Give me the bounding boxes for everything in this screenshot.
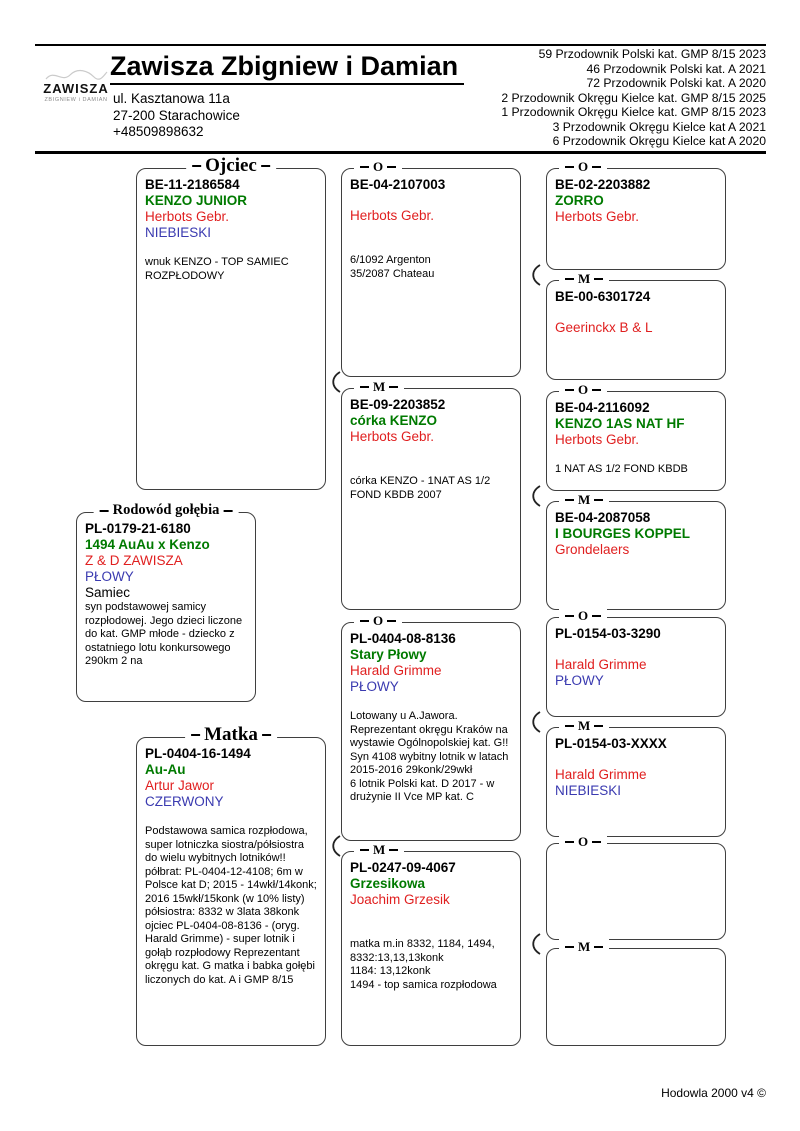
branch-connector-icon xyxy=(329,371,341,393)
branch-connector-icon xyxy=(529,711,541,733)
pedigree-line-gap xyxy=(350,445,512,460)
pedigree-line-gap xyxy=(145,241,317,256)
box-label-dam: M xyxy=(559,492,609,508)
box-label-dam: M xyxy=(354,379,404,395)
pedigree-line-ring: PL-0179-21-6180 xyxy=(85,521,191,536)
pedigree-line-breeder: Harald Grimme xyxy=(350,663,442,678)
pedigree-line-breeder: Harald Grimme xyxy=(555,657,647,672)
pedigree-line-gap xyxy=(555,305,717,320)
box-content xyxy=(555,400,717,477)
pedigree-line-breeder: Herbots Gebr. xyxy=(555,432,640,447)
pedigree-line-color: PŁOWY xyxy=(350,679,399,694)
box-label-father: Ojciec xyxy=(186,155,276,177)
pedigree-line-name: Grzesikowa xyxy=(350,876,426,891)
pedigree-line-desc: 1184: 13,12konk xyxy=(350,965,431,977)
pedigree-line-breeder: Joachim Grzesik xyxy=(350,892,450,907)
branch-connector-icon xyxy=(329,835,341,857)
achievement-line: 1 Przodownik Okręgu Kielce kat. GMP 8/15 2023 xyxy=(501,105,766,119)
pedigree-line-desc: Lotowany u A.Jawora. Reprezentant okręgu Kraków na wystawie Ogólnopolskiej kat. G!! xyxy=(350,710,509,749)
box-label-sire: O xyxy=(354,159,402,175)
branch-connector-icon xyxy=(529,933,541,955)
pedigree-line-name: ZORRO xyxy=(555,193,604,208)
branch-connector-icon xyxy=(529,264,541,286)
pedigree-line-ring: BE-04-2116092 xyxy=(555,400,650,415)
pedigree-box-greatgrandparent-1 xyxy=(546,159,726,270)
pedigree-line-desc: 6 lotnik Polski kat. D 2017 - w drużynie II Vce MP kat. C xyxy=(350,777,495,803)
pedigree-line-breeder: Grondelaers xyxy=(555,542,630,557)
pedigree-line-gap xyxy=(350,193,512,208)
loft-logo xyxy=(36,68,116,103)
address-line: +48509898632 xyxy=(113,124,204,139)
pedigree-line-desc: 1 NAT AS 1/2 FOND KBDB xyxy=(555,463,688,475)
branch-connector-icon xyxy=(529,485,541,507)
pedigree-line-desc: wnuk KENZO - TOP SAMIEC ROZPŁODOWY xyxy=(145,256,289,282)
header-main-rule xyxy=(35,151,766,154)
pedigree-line-breeder: Herbots Gebr. xyxy=(350,429,435,444)
logo-brand: ZAWISZA xyxy=(43,81,109,96)
logo-signature-icon xyxy=(44,68,108,84)
pedigree-line-desc: córka KENZO - 1NAT AS 1/2 FOND KBDB 2007 xyxy=(350,475,491,501)
pedigree-line-color: NIEBIESKI xyxy=(145,225,212,240)
pedigree-line-breeder: Herbots Gebr. xyxy=(350,208,435,223)
achievement-line: 6 Przodownik Okręgu Kielce kat A 2020 xyxy=(552,134,766,148)
box-content xyxy=(555,177,717,225)
pedigree-line-ring: BE-11-2186584 xyxy=(145,177,240,192)
pedigree-line-breeder: Z & D ZAWISZA xyxy=(85,553,183,568)
pedigree-line-ring: PL-0154-03-3290 xyxy=(555,626,661,641)
box-content-subject xyxy=(85,521,247,669)
box-content-mother xyxy=(145,746,317,987)
pedigree-line-color: PŁOWY xyxy=(85,569,134,584)
box-label-dam: M xyxy=(559,718,609,734)
pedigree-line-desc: 35/2087 Chateau xyxy=(350,267,435,280)
pedigree-box-greatgrandparent-3 xyxy=(546,382,726,491)
pedigree-box-greatgrandparent-8-empty xyxy=(546,939,726,1046)
pedigree-line-gap xyxy=(350,695,512,710)
pedigree-line-color: PŁOWY xyxy=(555,673,604,688)
box-content xyxy=(555,510,717,558)
pedigree-line-desc: 1494 - top samica rozpłodowa xyxy=(350,978,497,991)
page-title: Zawisza Zbigniew i Damian xyxy=(110,51,464,85)
pedigree-box-greatgrandparent-7-empty xyxy=(546,834,726,940)
pedigree-box-grandfather-maternal xyxy=(341,613,521,841)
pedigree-line-ring: PL-0154-03-XXXX xyxy=(555,736,667,751)
pedigree-line-name: Stary Płowy xyxy=(350,647,427,662)
box-content xyxy=(350,177,512,281)
pedigree-box-father xyxy=(136,155,326,490)
box-label-sire: O xyxy=(559,608,607,624)
achievement-line: 2 Przodownik Okręgu Kielce kat. GMP 8/15 2025 xyxy=(501,90,766,105)
pedigree-line-breeder: Herbots Gebr. xyxy=(555,209,640,224)
pedigree-box-greatgrandparent-5 xyxy=(546,608,726,717)
box-content xyxy=(350,397,512,502)
box-label-sire: O xyxy=(559,159,607,175)
box-content xyxy=(350,860,512,992)
pedigree-line-ring: PL-0247-09-4067 xyxy=(350,860,456,875)
pedigree-box-greatgrandparent-4 xyxy=(546,492,726,610)
box-label-dam: M xyxy=(559,271,609,287)
box-content xyxy=(555,736,717,799)
address-line: ul. Kasztanowa 11a xyxy=(113,91,230,106)
pedigree-line-breeder: Harald Grimme xyxy=(555,767,647,782)
pedigree-line-ring: PL-0404-16-1494 xyxy=(145,746,251,761)
pedigree-line-desc: Podstawowa samica rozpłodowa, super lotniczka siostra/półsiostra do wielu wybitnych lotników!! półbrat: PL-0404-12-4108; 6m w Polsce kat D; 2015 - 14wkł/14konk; 2016 15wkł/15konk (w 10% listy) półsiostra: 8332 w 3lata 38konk xyxy=(145,825,317,918)
pedigree-line-gap xyxy=(145,810,317,825)
pedigree-line-ring: BE-04-2107003 xyxy=(350,177,446,192)
pedigree-line-gap xyxy=(350,923,512,938)
pedigree-line-desc: Syn 4108 wybitny lotnik w latach 2015-2016 29konk/29wkł xyxy=(350,750,509,776)
pedigree-line-ring: BE-02-2203882 xyxy=(555,177,651,192)
header-top-rule xyxy=(35,44,766,46)
pedigree-box-subject xyxy=(76,502,256,702)
pedigree-line-gap xyxy=(350,224,512,239)
achievement-line: 72 Przodownik Polski kat. A 2020 xyxy=(586,76,766,90)
box-label-sire: O xyxy=(559,382,607,398)
box-label-dam: M xyxy=(354,842,404,858)
box-content xyxy=(350,631,512,805)
pedigree-line-breeder: Herbots Gebr. xyxy=(145,209,230,224)
box-label-sire: O xyxy=(354,613,402,629)
box-label-dam: M xyxy=(559,939,609,955)
pedigree-line-gap xyxy=(555,642,717,657)
pedigree-line-name: Au-Au xyxy=(145,762,186,777)
pedigree-line-name: KENZO 1AS NAT HF xyxy=(555,416,685,431)
pedigree-box-grandmother-maternal xyxy=(341,842,521,1046)
pedigree-line-desc: 6/1092 Argenton xyxy=(350,254,431,266)
box-content-father xyxy=(145,177,317,283)
pedigree-line-gap xyxy=(350,239,512,254)
logo-subtext: ZBIGNIEW i DAMIAN xyxy=(44,97,108,103)
loft-address xyxy=(113,91,240,141)
pedigree-line-gap xyxy=(555,448,717,463)
pedigree-line-breeder: Geerinckx B & L xyxy=(555,320,653,335)
achievement-line: 3 Przodownik Okręgu Kielce kat A 2021 xyxy=(552,119,766,134)
pedigree-line-name: córka KENZO xyxy=(350,413,438,428)
box-label-subject: Rodowód gołębia xyxy=(94,502,239,519)
box-label-sire: O xyxy=(559,834,607,850)
box-content xyxy=(555,289,717,336)
pedigree-box-mother xyxy=(136,724,326,1046)
pedigree-line-ring: BE-00-6301724 xyxy=(555,289,651,304)
pedigree-line-gap xyxy=(350,908,512,923)
achievements-list xyxy=(380,47,766,149)
pedigree-line-gap xyxy=(350,460,512,475)
pedigree-line-color: CZERWONY xyxy=(145,794,224,809)
footer-credit: Hodowla 2000 v4 © xyxy=(661,1086,766,1100)
pedigree-line-desc: syn podstawowej samicy rozpłodowej. Jego dzieci liczone do kat. GMP młode - dziecko z ostatniego lotu konkursowego 290km 2 na xyxy=(85,601,243,667)
pedigree-line-ring: BE-04-2087058 xyxy=(555,510,651,525)
achievement-line: 46 Przodownik Polski kat. A 2021 xyxy=(586,61,766,76)
pedigree-box-greatgrandparent-6 xyxy=(546,718,726,837)
pedigree-box-grandfather-paternal xyxy=(341,159,521,377)
pedigree-line-desc: matka m.in 8332, 1184, 1494, 8332:13,13,13konk xyxy=(350,938,495,964)
pedigree-line-color: NIEBIESKI xyxy=(555,783,622,798)
pedigree-line-name: I BOURGES KOPPEL xyxy=(555,526,691,541)
pedigree-line-plain: Samiec xyxy=(85,585,131,600)
pedigree-line-ring: PL-0404-08-8136 xyxy=(350,631,456,646)
pedigree-line-desc: ojciec PL-0404-08-8136 - (oryg. Harald Grimme) - super lotnik i gołąb rozpłodowy Reprezentant okręgu kat. G matka i babka gołębi liczonych do kat. A i GMP 8/15 xyxy=(145,919,315,986)
pedigree-box-greatgrandparent-2 xyxy=(546,271,726,380)
achievement-line: 59 Przodownik Polski kat. GMP 8/15 2023 xyxy=(538,47,766,61)
pedigree-line-breeder: Artur Jawor xyxy=(145,778,215,793)
pedigree-line-ring: BE-09-2203852 xyxy=(350,397,446,412)
box-content xyxy=(555,626,717,689)
box-label-mother: Matka xyxy=(185,724,277,746)
pedigree-line-name: 1494 AuAu x Kenzo xyxy=(85,537,210,552)
address-line: 27-200 Starachowice xyxy=(113,107,240,123)
pedigree-line-name: KENZO JUNIOR xyxy=(145,193,248,208)
pedigree-line-gap xyxy=(555,752,717,767)
pedigree-box-grandmother-paternal xyxy=(341,379,521,610)
